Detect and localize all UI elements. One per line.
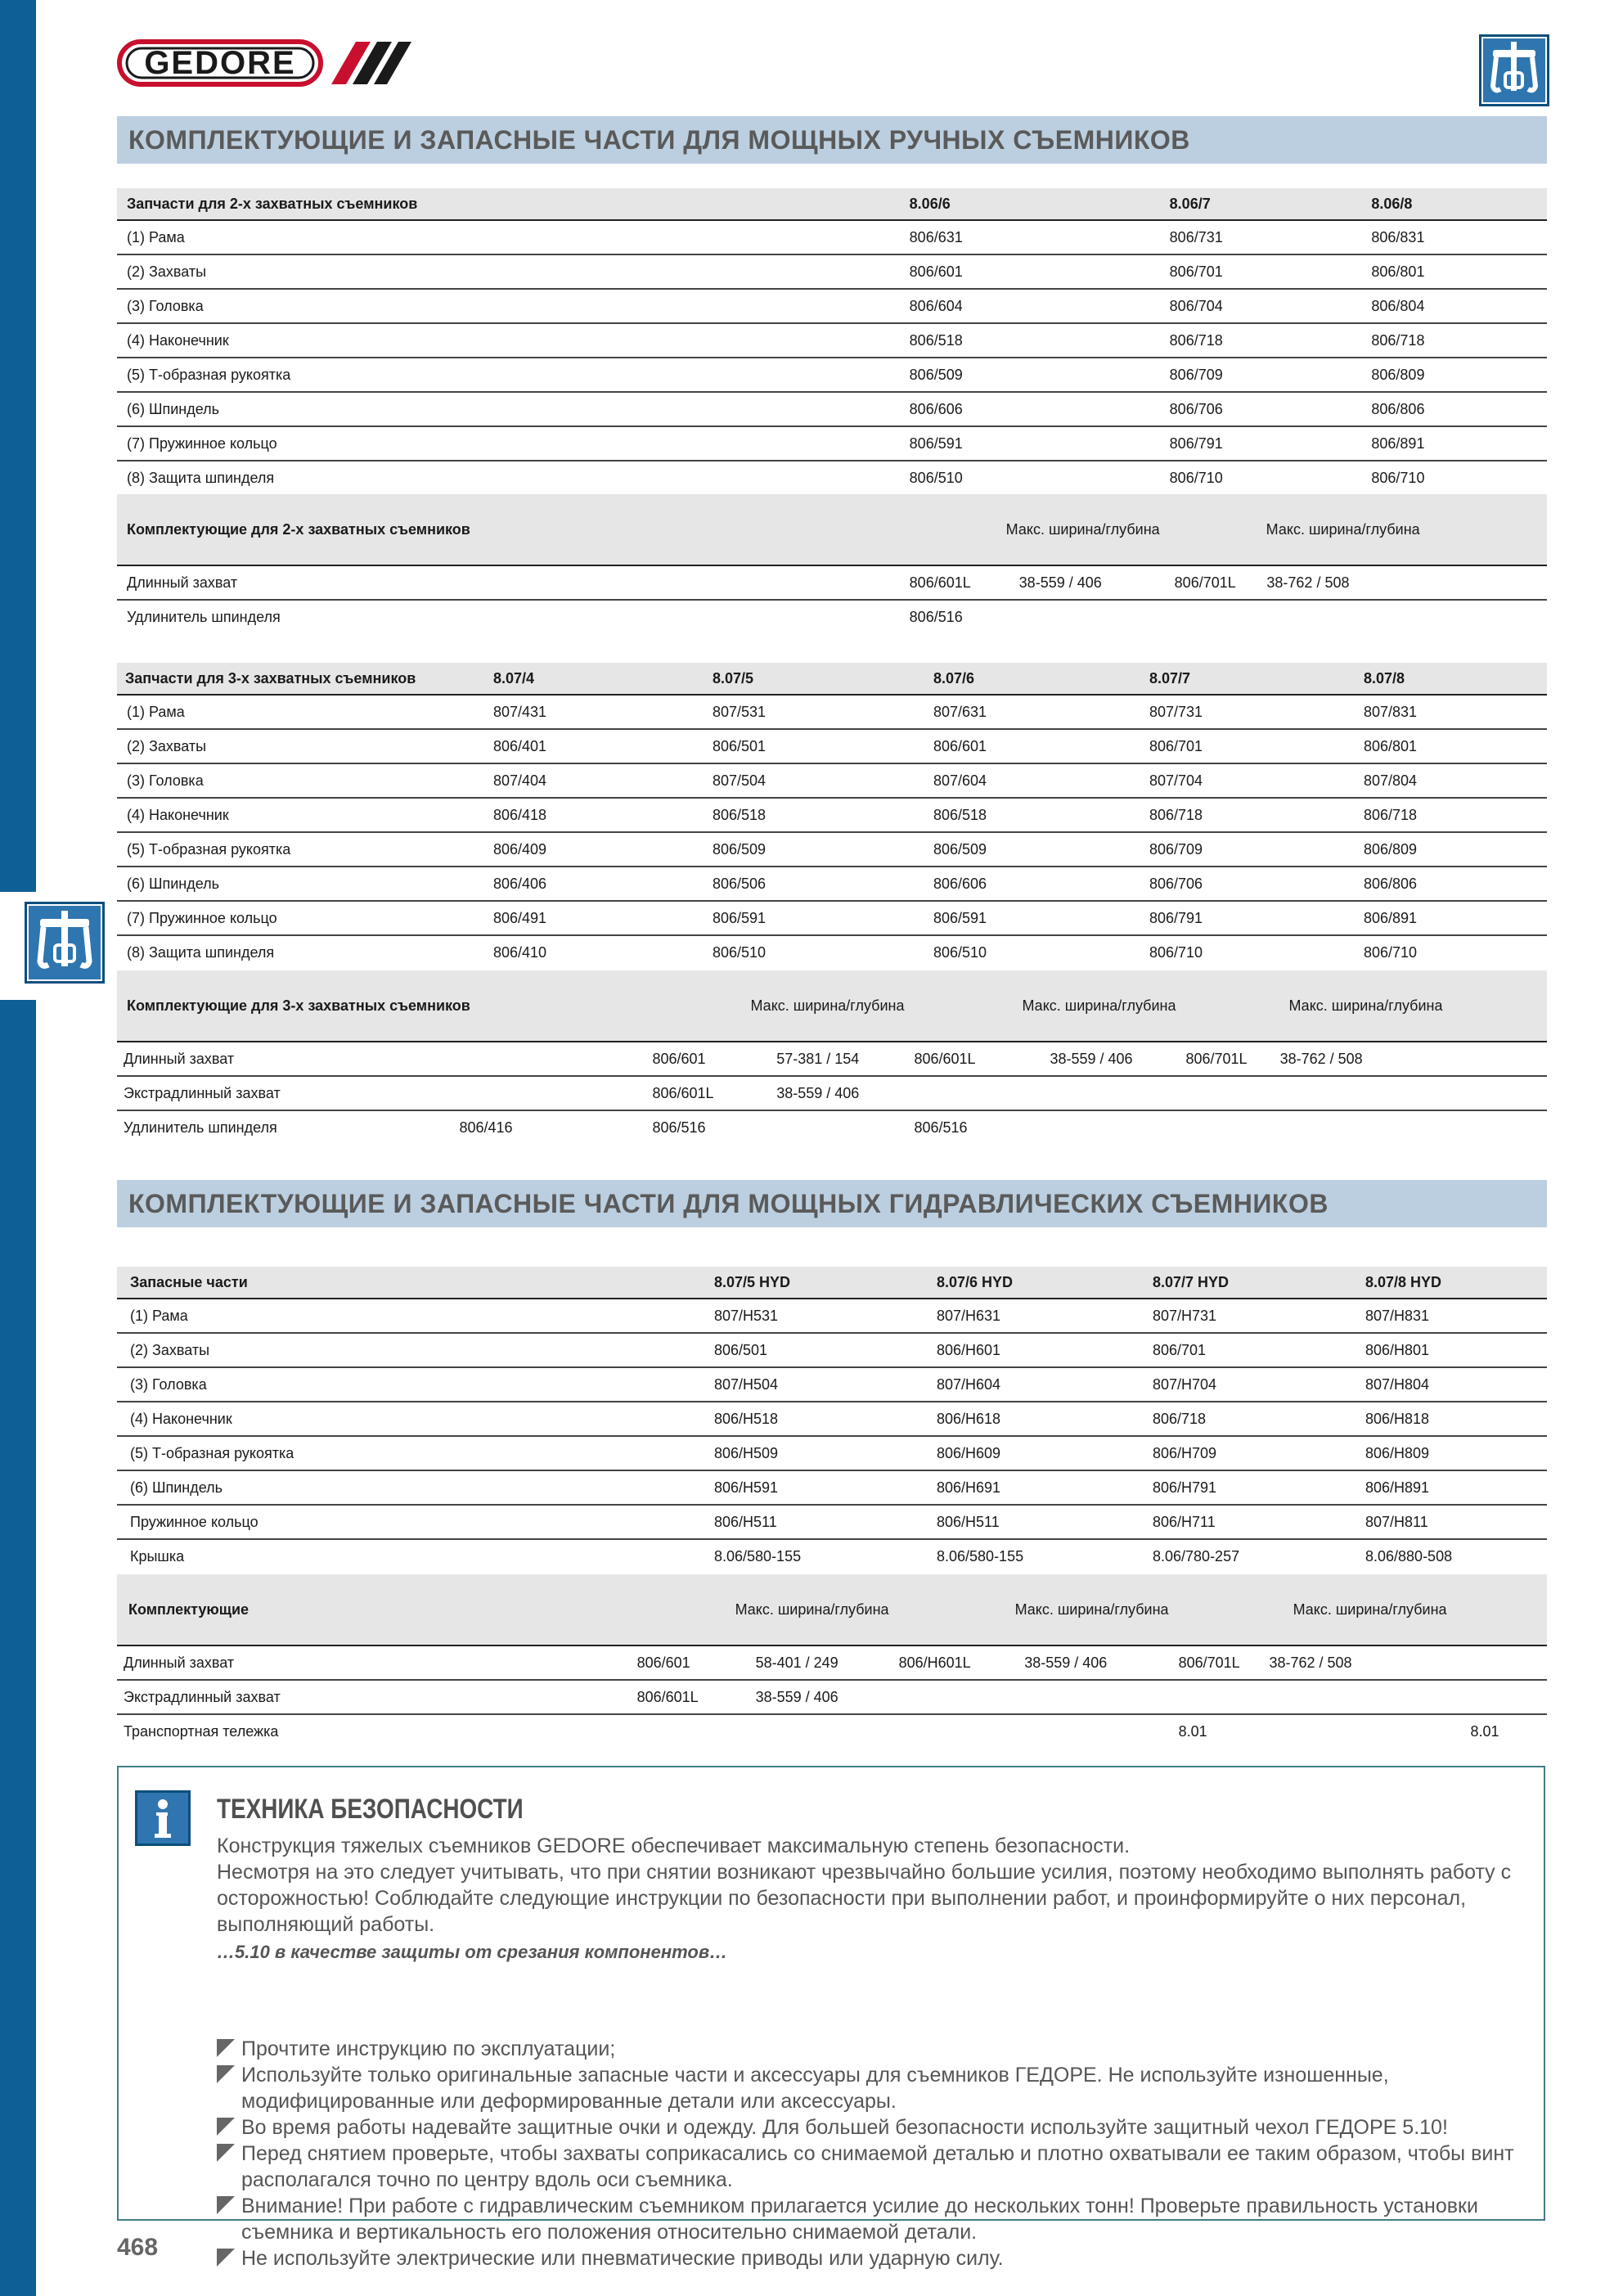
table-row [117,832,1547,867]
table-row [117,1470,1547,1505]
table-header-row [117,1267,1547,1299]
table-cell: 806/801 [1257,254,1547,289]
table-cell: 806/H511 [927,1505,1143,1539]
table-row [117,323,1547,358]
table-cell: 806/801 [1354,729,1547,763]
table-cell: 806/H711 [1143,1505,1355,1539]
table-cell: 8.06/580-155 [714,1547,802,1564]
table-cell: (4) Наконечник [117,1402,704,1436]
table-row [117,1539,1547,1573]
table-row [117,901,1547,935]
table-cell: 806/718 [1143,1402,1355,1436]
table-header-cell: Макс. ширина/глубина [889,1574,1169,1645]
table-cell: Удлинитель шпинделя [127,608,281,625]
table-cell: 807/H531 [704,1299,927,1333]
table-header-cell: Макс. ширина/глубина [1160,494,1547,565]
table-header-cell: Макс. ширина/глубина [642,970,904,1042]
table-cell: 806/410 [493,943,547,961]
table-cell: 57-381 / 154 [767,1042,904,1076]
list-item-text: Внимание! При работе с гидравлическим съемником прилагается усилие до нескольких тонн! Проверьте правильность установки съемника и вертикальность его положения относительно снимаемой детали. [241,2195,1478,2244]
safety-text [217,1833,1526,1965]
table-cell: 807/H504 [704,1367,927,1402]
table-cell: 807/431 [483,695,703,729]
table-header-cell: Комплектующие [117,1574,627,1645]
table-cell: 806/H518 [704,1402,927,1436]
table-row [117,254,1547,289]
table-cell: 806/710 [1364,943,1418,961]
table-cell: 806/H509 [704,1436,927,1470]
table-cell: 806/H601 [927,1333,1143,1367]
table-cell [889,1714,1015,1748]
table-cell: 806/H791 [1143,1470,1355,1505]
table-row [117,695,1547,729]
sidebar-stripe-bottom [0,1000,36,2296]
table-cell [1270,1110,1547,1144]
table-cell: 806/709 [1160,358,1257,392]
table-row [117,1505,1547,1539]
table-cell: 806/601L [900,565,1009,600]
table-row [117,1110,1547,1144]
table-row [117,1299,1547,1333]
table-row [117,1333,1547,1367]
table-header-cell: 8.07/6 [924,663,1140,695]
table-row [117,935,1547,969]
table-cell [627,1714,746,1748]
table-cell: 806/591 [703,901,924,935]
table-cell: 806/704 [1160,289,1257,323]
table-cell: Крышка [130,1547,185,1564]
table-cell: 806/H891 [1355,1470,1547,1505]
table-header-cell: Запчасти для 3-х захватных съемников [117,663,483,695]
table-cell: Экстрадлинный захват [117,1076,449,1110]
table-header-cell: 8.07/7 HYD [1143,1267,1355,1299]
safety-subnote: …5.10 в качестве защиты от срезания компонентов… [217,1942,728,1962]
table-header-cell: 8.07/6 HYD [927,1267,1143,1299]
table-header-cell: 8.07/5 HYD [704,1267,927,1299]
table-cell: 807/H811 [1355,1505,1547,1539]
table-cell: 807/704 [1140,763,1354,798]
list-item [217,2245,1526,2271]
table-cell: 806/791 [1160,426,1257,461]
table-cell: 38-559 / 406 [767,1076,904,1110]
safety-paragraph: Конструкция тяжелых съемников GEDORE обеспечивает максимальную степень безопасности. [217,1835,1131,1857]
table-cell: 807/831 [1354,695,1547,729]
table-cell: (1) Рама [117,1299,704,1333]
table-cell: (3) Головка [117,289,900,323]
table-cell [1040,1110,1176,1144]
table-cell: 806/510 [713,943,767,961]
table-header-row [117,663,1547,695]
table-cell: 806/606 [924,867,1140,901]
safety-title: ТЕХНИКА БЕЗОПАСНОСТИ [217,1794,524,1825]
list-item-text: Во время работы надевайте защитные очки и одежду. Для большей безопасности используйте защитный чехол ГЕДОРЕ 5.10! [241,2116,1448,2139]
table-cell: (5) Т-образная рукоятка [117,832,483,867]
table-cell: Экстрадлинный захват [117,1680,627,1714]
table-cell [1040,1076,1176,1110]
table-cell: 807/631 [924,695,1140,729]
safety-bullet-list [217,2036,1526,2271]
table-cell: 806/606 [900,392,1160,426]
table-cell: 806/891 [1354,901,1547,935]
table-cell: (6) Шпиндель [117,392,900,426]
table-cell: 806/H801 [1355,1333,1547,1367]
table-row [117,1714,1547,1748]
table-row [117,358,1547,392]
table-header-cell: Макс. ширина/глубина [904,970,1176,1042]
list-item-text: Не используйте электрические или пневматические приводы или ударную силу. [241,2247,1004,2270]
table-cell: (2) Захваты [117,729,483,763]
table-header-cell: Комплектующие для 2-х захватных съемников [117,494,900,565]
accessories-header-row [117,494,1547,565]
table-row [117,1076,1547,1110]
table-row [117,1436,1547,1470]
table-cell: 806/H601L [889,1645,1015,1680]
table-row [117,763,1547,798]
table-row [117,1402,1547,1436]
table-cell [1270,1076,1547,1110]
table-cell: 806/506 [703,867,924,901]
triangle-bullet-icon [217,2118,235,2136]
table-cell [1014,1680,1168,1714]
table-cell: (7) Пружинное кольцо [117,426,900,461]
table-cell: 806/518 [924,798,1140,832]
table-cell: 806/491 [483,901,703,935]
table-cell: Пружинное кольцо [117,1505,704,1539]
parts-table-2-jaw [117,188,1547,633]
table-cell: 806/718 [1354,798,1547,832]
table-cell: 806/H591 [704,1470,927,1505]
section-title: КОМПЛЕКТУЮЩИЕ И ЗАПАСНЫЕ ЧАСТИ ДЛЯ МОЩНЫХ ГИДРАВЛИЧЕСКИХ СЪЕМНИКОВ [117,1180,1547,1227]
parts-table-3-jaw [117,663,1547,969]
table-cell: 806/516 [652,1119,706,1136]
table-cell: 38-559 / 406 [1014,1645,1168,1680]
table-cell: 806/710 [1149,943,1203,961]
table-cell: 8.01 [1178,1722,1207,1740]
table-cell: 807/731 [1140,695,1354,729]
table-cell: 806/501 [704,1333,927,1367]
table-cell: 806/516 [914,1119,968,1136]
table-cell: (7) Пружинное кольцо [117,901,483,935]
table-cell: 806/731 [1160,220,1257,254]
list-item [217,2062,1526,2114]
table-cell: Транспортная тележка [124,1722,279,1740]
table-cell: 806/710 [1169,469,1223,486]
table-cell: 806/601L [627,1680,746,1714]
table-cell: Длинный захват [117,1042,449,1076]
table-cell: (8) Защита шпинделя [127,469,275,486]
list-item-text: Перед снятием проверьте, чтобы захваты соприкасались со снимаемой деталью и плотно охватывали ее таким образом, чтобы винт располагался точно по центру вдоль оси съемника. [241,2142,1514,2191]
table-cell: 806/401 [483,729,703,763]
table-row [117,600,1547,633]
table-cell: 806/701L [1160,565,1257,600]
list-item-text: Используйте только оригинальные запасные части и аксессуары для съемников ГЕДОРЕ. Не используйте изношенные, модифицированные или деформированные детали или аксессуары. [241,2064,1389,2113]
table-row [117,289,1547,323]
table-row [117,392,1547,426]
table-row [117,220,1547,254]
table-cell: 807/H831 [1355,1299,1547,1333]
table-cell [1009,600,1160,633]
table-cell: 806/718 [1257,323,1547,358]
table-cell [767,1110,904,1144]
gedore-logo [117,39,413,87]
table-cell: 38-559 / 406 [746,1680,889,1714]
puller-icon [1479,34,1549,106]
table-cell: 38-559 / 406 [1009,565,1160,600]
table-cell [1176,1076,1270,1110]
table-header-cell: Макс. ширина/глубина [1176,970,1547,1042]
table-cell [1160,600,1257,633]
table-cell: (4) Наконечник [117,323,900,358]
table-header-row [117,188,1547,220]
table-cell: 807/H604 [927,1367,1143,1402]
table-cell: 806/709 [1140,832,1354,867]
table-cell: 806/806 [1354,867,1547,901]
table-cell: 806/710 [1371,469,1425,486]
triangle-bullet-icon [217,2039,235,2057]
table-cell: (8) Защита шпинделя [127,943,275,961]
table-cell: 806/701L [1169,1645,1260,1680]
table-cell: 807/H631 [927,1299,1143,1333]
table-row [117,867,1547,901]
table-row [117,729,1547,763]
table-header-cell: 8.06/8 [1257,188,1547,220]
table-cell: 806/416 [459,1119,513,1136]
table-cell: 806/701L [1176,1042,1270,1076]
table-cell: (3) Головка [117,763,483,798]
table-cell: 806/H691 [927,1470,1143,1505]
table-cell: 806/601 [900,254,1160,289]
list-item [217,2114,1526,2141]
table-header-cell: 8.07/8 HYD [1355,1267,1547,1299]
table-cell: (1) Рама [117,220,900,254]
table-cell: 806/701 [1160,254,1257,289]
table-cell: 806/718 [1140,798,1354,832]
table-header-cell: 8.07/7 [1140,663,1354,695]
table-cell: 806/701 [1140,729,1354,763]
table-cell: 806/510 [933,943,987,961]
table-cell: Удлинитель шпинделя [124,1119,277,1136]
table-cell [746,1714,889,1748]
table-cell: (1) Рама [117,695,483,729]
table-cell: 806/518 [703,798,924,832]
table-cell: 806/591 [900,426,1160,461]
table-cell: 806/809 [1257,358,1547,392]
table-cell: 806/604 [900,289,1160,323]
accessories-header-row [117,970,1547,1042]
table-cell: 806/809 [1354,832,1547,867]
table-cell: 806/H809 [1355,1436,1547,1470]
table-cell: 806/H818 [1355,1402,1547,1436]
parts-table-hydraulic [117,1267,1547,1573]
table-cell: (4) Наконечник [117,798,483,832]
table-header-cell: Макс. ширина/глубина [1169,1574,1547,1645]
table-cell: 806/409 [483,832,703,867]
table-cell: 8.06/880-508 [1365,1547,1453,1564]
table-row [117,461,1547,494]
table-row [117,798,1547,832]
table-cell: (5) Т-образная рукоятка [117,358,900,392]
table-header-cell: Запчасти для 2-х захватных съемников [117,188,900,220]
table-cell: 806/831 [1257,220,1547,254]
table-cell [1169,1680,1260,1714]
table-cell: 806/601 [642,1042,767,1076]
table-header-cell: 8.06/7 [1160,188,1257,220]
table-cell: (2) Захваты [117,1333,704,1367]
table-row [117,1042,1547,1076]
table-cell: 806/509 [900,358,1160,392]
accessories-header-row [117,1574,1547,1645]
triangle-bullet-icon [217,2065,235,2083]
table-cell: 806/631 [900,220,1160,254]
table-header-cell: Макс. ширина/глубина [627,1574,889,1645]
info-icon [135,1790,191,1846]
table-cell: 806/H709 [1143,1436,1355,1470]
table-cell [1014,1714,1168,1748]
table-cell: 807/604 [924,763,1140,798]
table-cell: 806/601L [642,1076,767,1110]
table-cell: 806/601L [904,1042,1040,1076]
table-row [117,1645,1547,1680]
table-cell: 806/791 [1140,901,1354,935]
table-cell: 806/718 [1160,323,1257,358]
table-cell: 807/531 [703,695,924,729]
table-cell [1259,1680,1547,1714]
table-header-cell: Запасные части [117,1267,704,1299]
table-header-cell: Комплектующие для 3-х захватных съемников [117,970,642,1042]
table-cell: 806/891 [1257,426,1547,461]
table-cell: 807/804 [1354,763,1547,798]
table-cell: 806/706 [1140,867,1354,901]
table-cell: 8.06/780-257 [1153,1547,1240,1564]
table-cell: (3) Головка [117,1367,704,1402]
table-cell: (2) Захваты [117,254,900,289]
table-cell: 806/510 [909,469,963,486]
table-cell: 807/404 [483,763,703,798]
table-header-cell: 8.07/4 [483,663,703,695]
table-cell: 8.01 [1470,1722,1499,1740]
table-cell: 806/601 [924,729,1140,763]
list-item [217,2193,1526,2245]
table-cell: 806/509 [924,832,1140,867]
table-cell [1257,600,1547,633]
table-cell: 807/504 [703,763,924,798]
list-item [217,2036,1526,2062]
table-cell: 806/406 [483,867,703,901]
table-cell: 806/H609 [927,1436,1143,1470]
section-title: КОМПЛЕКТУЮЩИЕ И ЗАПАСНЫЕ ЧАСТИ ДЛЯ МОЩНЫХ РУЧНЫХ СЪЕМНИКОВ [117,116,1547,164]
table-cell: 807/H804 [1355,1367,1547,1402]
table-cell: 38-762 / 508 [1259,1645,1547,1680]
table-cell: 38-762 / 508 [1257,565,1547,600]
table-cell: 807/H704 [1143,1367,1355,1402]
table-cell: 806/601 [627,1645,746,1680]
table-cell: (6) Шпиндель [117,1470,704,1505]
table-cell: 806/806 [1257,392,1547,426]
table-cell: 806/518 [900,323,1160,358]
table-header-cell: Макс. ширина/глубина [900,494,1160,565]
table-cell: 806/509 [703,832,924,867]
table-cell: 806/516 [909,608,963,625]
table-row [117,1680,1547,1714]
page-number: 468 [117,2234,159,2261]
table-row [117,1367,1547,1402]
table-cell: 806/H511 [704,1505,927,1539]
table-cell: 38-559 / 406 [1040,1042,1176,1076]
table-header-cell: 8.07/8 [1354,663,1547,695]
list-item [217,2141,1526,2193]
puller-icon [25,902,105,984]
sidebar-stripe-top [0,0,36,892]
accessories-table-3-jaw [117,970,1547,1144]
table-cell: 38-762 / 508 [1270,1042,1547,1076]
table-cell [904,1076,1040,1110]
table-cell: 806/418 [483,798,703,832]
list-item-text: Прочтите инструкцию по эксплуатации; [241,2037,616,2060]
triangle-bullet-icon [217,2144,235,2162]
safety-paragraph: Несмотря на это следует учитывать, что при снятии возникают чрезвычайно большие усилия, поэтому необходимо выполнять работу с осторожностью! Соблюдайте следующие инструкции по безопасности при выполнении работ, и проинформируйте о них персонал, выполняющий работы. [217,1861,1512,1936]
table-cell: (6) Шпиндель [117,867,483,901]
table-cell [449,1042,642,1076]
table-header-cell: 8.07/5 [703,663,924,695]
brand-name: GEDORE [144,45,296,81]
table-cell: 58-401 / 249 [746,1645,889,1680]
table-cell [1176,1110,1270,1144]
triangle-bullet-icon [217,2196,235,2214]
table-row [117,565,1547,600]
table-cell: 8.06/580-155 [937,1547,1024,1564]
triangle-bullet-icon [217,2249,235,2267]
table-cell [449,1076,642,1110]
table-cell: 806/501 [703,729,924,763]
table-cell [889,1680,1015,1714]
table-cell: 807/H731 [1143,1299,1355,1333]
table-cell: 806/701 [1143,1333,1355,1367]
table-cell: 806/H618 [927,1402,1143,1436]
table-cell: Длинный захват [117,1645,627,1680]
table-cell: 806/706 [1160,392,1257,426]
table-cell: 806/804 [1257,289,1547,323]
table-row [117,426,1547,461]
table-cell: (5) Т-образная рукоятка [117,1436,704,1470]
accessories-table-hydraulic [117,1574,1547,1748]
table-header-cell: 8.06/6 [900,188,1160,220]
table-cell: 806/591 [924,901,1140,935]
table-cell: Длинный захват [117,565,900,600]
